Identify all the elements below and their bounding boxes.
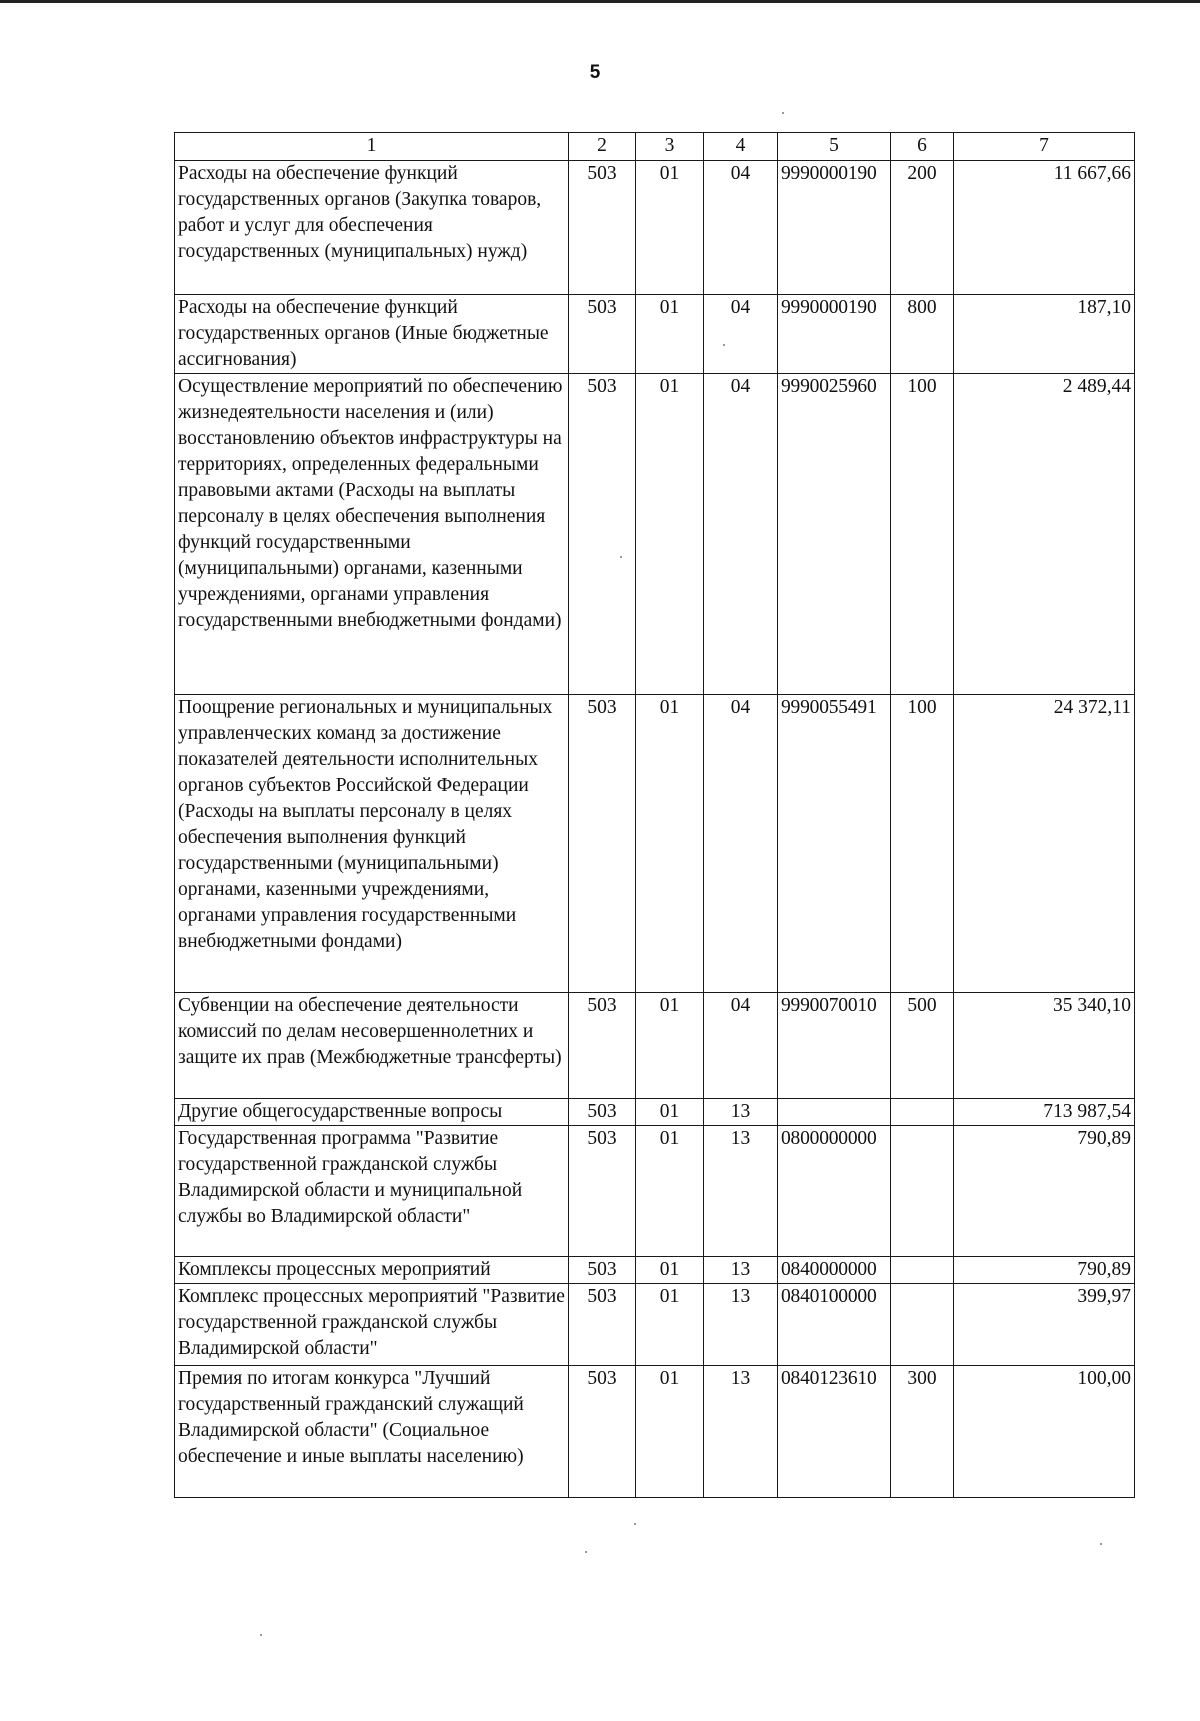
header-col-4: 4 [704,133,778,161]
row-ministry: 503 [569,161,636,295]
row-name: Расходы на обеспечение функций государственных органов (Закупка товаров, работ и услуг для обеспечения государственных (муниципальных) нужд) [175,161,569,295]
row-target-article: 9990025960 [778,374,891,695]
table-row [175,1257,1135,1284]
page-top-rule [0,0,1200,3]
row-amount: 24 372,11 [954,695,1135,993]
row-target-article: 9990000190 [778,161,891,295]
row-section: 01 [636,1257,704,1284]
row-expense-type: 200 [891,161,954,295]
row-section: 01 [636,1126,704,1257]
table-row [175,695,1135,993]
row-name: Комплекс процессных мероприятий "Развитие государственной гражданской службы Владимирской области" [175,1284,569,1366]
row-subsection: 13 [704,1126,778,1257]
page-number [0,62,1200,84]
header-col-5: 5 [778,133,891,161]
row-subsection: 13 [704,1284,778,1366]
header-col-6: 6 [891,133,954,161]
row-section: 01 [636,695,704,993]
row-target-article: 9990070010 [778,993,891,1099]
header-col-3: 3 [636,133,704,161]
row-amount: 187,10 [954,295,1135,374]
row-ministry: 503 [569,1126,636,1257]
row-name: Расходы на обеспечение функций государственных органов (Иные бюджетные ассигнования) [175,295,569,374]
row-expense-type [891,1284,954,1366]
row-section: 01 [636,993,704,1099]
scan-speck [620,556,622,558]
table-row [175,1284,1135,1366]
row-name: Осуществление мероприятий по обеспечению жизнедеятельности населения и (или) восстановлению объектов инфраструктуры на территориях, определенных федеральными правовыми актами (Расходы на выплаты персоналу в целях обеспечения выполнения функций государственными (муниципальными) органами, казенными учреждениями, органами управления государственными внебюджетными фондами) [175,374,569,695]
row-ministry: 503 [569,993,636,1099]
header-row [175,133,1135,161]
row-target-article [778,1099,891,1126]
scan-speck [723,344,725,346]
row-ministry: 503 [569,374,636,695]
row-target-article: 0840123610 [778,1366,891,1498]
row-target-article: 0840100000 [778,1284,891,1366]
row-name: Государственная программа "Развитие государственной гражданской службы Владимирской области и муниципальной службы во Владимирской области" [175,1126,569,1257]
row-name: Другие общегосударственные вопросы [175,1099,569,1126]
row-subsection: 04 [704,295,778,374]
header-col-1: 1 [175,133,569,161]
row-target-article: 9990055491 [778,695,891,993]
table-row [175,1099,1135,1126]
table-row [175,295,1135,374]
header-col-2: 2 [569,133,636,161]
row-expense-type [891,1126,954,1257]
row-name: Премия по итогам конкурса "Лучший государственный гражданский служащий Владимирской области" (Социальное обеспечение и иные выплаты населению) [175,1366,569,1498]
row-amount: 100,00 [954,1366,1135,1498]
row-section: 01 [636,374,704,695]
row-expense-type: 500 [891,993,954,1099]
row-amount: 790,89 [954,1126,1135,1257]
row-target-article: 9990000190 [778,295,891,374]
row-expense-type [891,1099,954,1126]
scan-speck [782,112,784,114]
row-subsection: 13 [704,1257,778,1284]
table-row [175,993,1135,1099]
row-expense-type: 300 [891,1366,954,1498]
scan-speck [1100,1543,1102,1545]
row-ministry: 503 [569,1099,636,1126]
row-name: Поощрение региональных и муниципальных управленческих команд за достижение показателей деятельности исполнительных органов субъектов Российской Федерации (Расходы на выплаты персоналу в целях обеспечения выполнения функций государственными (муниципальными) органами, казенными учреждениями, органами управления государственными внебюджетными фондами) [175,695,569,993]
row-amount: 399,97 [954,1284,1135,1366]
scan-speck [585,1551,587,1553]
table-row [175,1126,1135,1257]
row-target-article: 0840000000 [778,1257,891,1284]
row-subsection: 13 [704,1099,778,1126]
row-amount: 2 489,44 [954,374,1135,695]
row-section: 01 [636,1284,704,1366]
row-ministry: 503 [569,695,636,993]
row-expense-type: 100 [891,374,954,695]
scan-speck [260,1634,262,1636]
page-number-text: 5 [589,62,601,83]
row-ministry: 503 [569,1284,636,1366]
row-expense-type: 800 [891,295,954,374]
row-amount: 790,89 [954,1257,1135,1284]
scan-speck [634,1523,636,1525]
row-target-article: 0800000000 [778,1126,891,1257]
row-expense-type [891,1257,954,1284]
table-row [175,161,1135,295]
row-section: 01 [636,161,704,295]
row-name: Комплексы процессных мероприятий [175,1257,569,1284]
row-section: 01 [636,295,704,374]
row-expense-type: 100 [891,695,954,993]
header-col-7: 7 [954,133,1135,161]
row-subsection: 04 [704,695,778,993]
row-amount: 35 340,10 [954,993,1135,1099]
row-ministry: 503 [569,1257,636,1284]
row-section: 01 [636,1366,704,1498]
row-ministry: 503 [569,1366,636,1498]
table-row [175,1366,1135,1498]
row-amount: 11 667,66 [954,161,1135,295]
row-subsection: 13 [704,1366,778,1498]
row-subsection: 04 [704,374,778,695]
row-section: 01 [636,1099,704,1126]
row-subsection: 04 [704,993,778,1099]
row-ministry: 503 [569,295,636,374]
row-amount: 713 987,54 [954,1099,1135,1126]
row-subsection: 04 [704,161,778,295]
budget-table [174,132,1135,1498]
row-name: Субвенции на обеспечение деятельности комиссий по делам несовершеннолетних и защите их прав (Межбюджетные трансферты) [175,993,569,1099]
table-row [175,374,1135,695]
